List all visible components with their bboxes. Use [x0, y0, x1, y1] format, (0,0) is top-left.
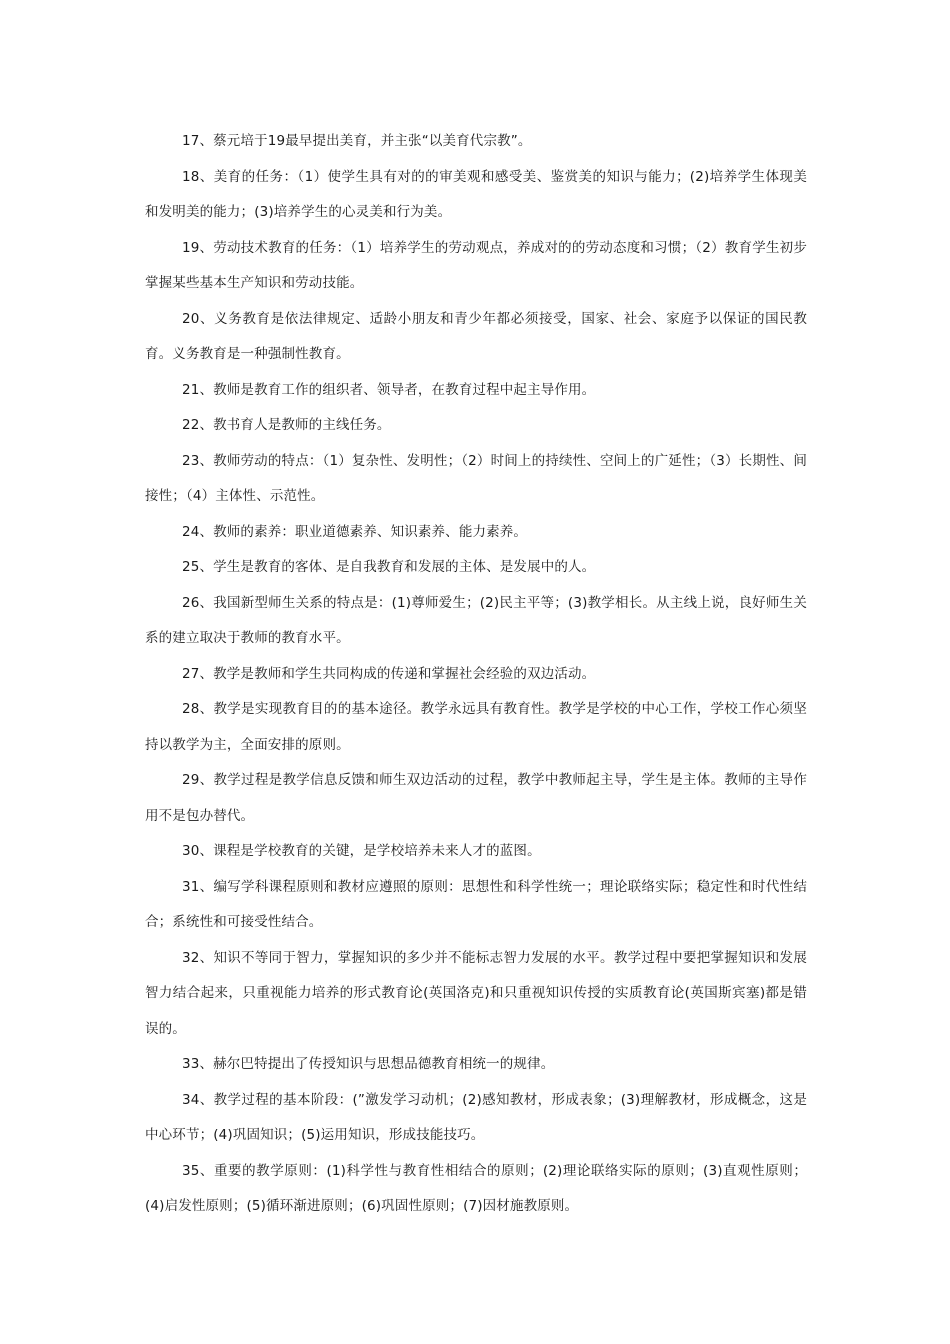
paragraph-31: 31、编写学科课程原则和教材应遵照的原则：思想性和科学性统一；理论联络实际；稳定性和时代性结合；系统性和可接受性结合。 — [145, 878, 807, 930]
paragraph-29: 29、教学过程是教学信息反馈和师生双边活动的过程，教学中教师起主导，学生是主体。教师的主导作用不是包办替代。 — [145, 772, 807, 824]
paragraph-17: 17、蔡元培于19最早提出美育，并主张“以美育代宗教”。 — [182, 133, 532, 149]
paragraph-19: 19、劳动技术教育的任务：（1）培养学生的劳动观点，养成对的的劳动态度和习惯；（2）教育学生初步掌握某些基本生产知识和劳动技能。 — [145, 239, 807, 291]
paragraph-20: 20、义务教育是依法律规定、适龄小朋友和青少年都必须接受，国家、社会、家庭予以保证的国民教育。义务教育是一种强制性教育。 — [145, 310, 807, 362]
paragraph-28: 28、教学是实现教育目的的基本途径。教学永远具有教育性。教学是学校的中心工作，学校工作心须坚持以教学为主，全面安排的原则。 — [145, 701, 807, 753]
paragraph-24: 24、教师的素养：职业道德素养、知识素养、能力素养。 — [182, 523, 528, 540]
paragraph-23: 23、教师劳动的特点：（1）复杂性、发明性；（2）时间上的持续性、空间上的广延性；（3）长期性、间接性；（4）主体性、示范性。 — [145, 452, 807, 504]
paragraph-30: 30、课程是学校教育的关键，是学校培养未来人才的蓝图。 — [182, 843, 541, 859]
paragraph-33: 33、赫尔巴特提出了传授知识与思想品德教育相统一的规律。 — [182, 1056, 555, 1072]
paragraph-21: 21、教师是教育工作的组织者、领导者，在教育过程中起主导作用。 — [182, 381, 596, 398]
paragraph-18: 18、美育的任务：（1）使学生具有对的的审美观和感受美、鉴赏美的知识与能力；(2)培养学生体现美和发明美的能力；(3)培养学生的心灵美和行为美。 — [145, 168, 807, 220]
paragraph-35: 35、重要的教学原则：(1)科学性与教育性相结合的原则；(2)理论联络实际的原则；(3)直观性原则；(4)启发性原则；(5)循环渐进原则；(6)巩固性原则；(7)因材施教原则。 — [145, 1162, 807, 1214]
paragraph-27: 27、教学是教师和学生共同构成的传递和掌握社会经验的双边活动。 — [182, 665, 596, 682]
paragraph-25: 25、学生是教育的客体、是自我教育和发展的主体、是发展中的人。 — [182, 559, 596, 575]
paragraph-26: 26、我国新型师生关系的特点是：(1)尊师爱生；(2)民主平等；(3)教学相长。从主线上说，良好师生关系的建立取决于教师的教育水平。 — [145, 594, 807, 646]
paragraph-34: 34、教学过程的基本阶段：(”激发学习动机；(2)感知教材，形成表象；(3)理解教材，形成概念，这是中心环节；(4)巩固知识；(5)运用知识，形成技能技巧。 — [145, 1091, 807, 1143]
paragraph-32: 32、知识不等同于智力，掌握知识的多少并不能标志智力发展的水平。教学过程中要把掌握知识和发展智力结合起来，只重视能力培养的形式教育论(英国洛克)和只重视知识传授的实质教育论(英国斯宾塞)都是错误的。 — [145, 949, 807, 1037]
paragraph-22: 22、教书育人是教师的主线任务。 — [182, 417, 391, 433]
document-body — [145, 124, 807, 1225]
